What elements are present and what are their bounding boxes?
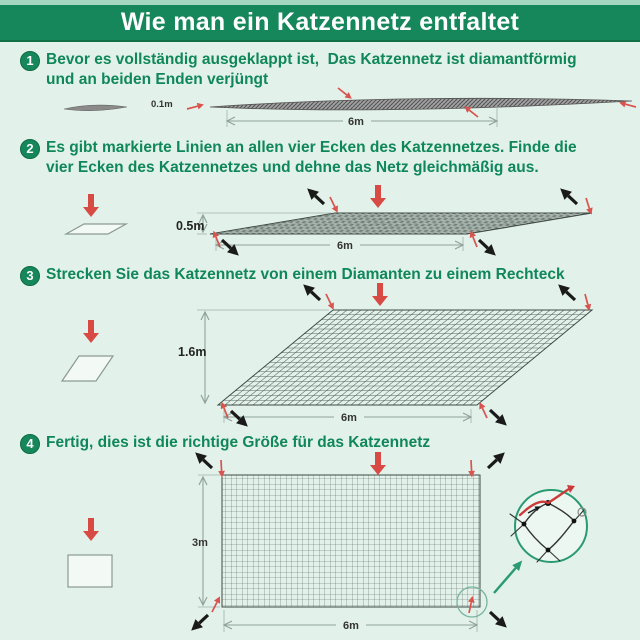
black-stretch-arrow [475, 236, 499, 260]
black-stretch-arrow [187, 611, 211, 635]
page-title: Wie man ein Katzennetz entfaltet [120, 8, 520, 36]
step3-number-badge: 3 [20, 266, 40, 286]
step4-height-label: 3m [192, 537, 208, 549]
red-corner-arrow [186, 101, 205, 112]
step2-width-label: 6m [337, 240, 353, 252]
step2-line2: vier Ecken des Katzennetzes und dehne das Netz gleichmäßig aus. [46, 159, 539, 176]
step4-diagram [68, 448, 587, 634]
step2-number-badge: 2 [20, 139, 40, 159]
black-stretch-arrow [303, 184, 327, 208]
step4-number-badge: 4 [20, 434, 40, 454]
folded-net-icon [64, 105, 127, 111]
step4-line1: Fertig, dies ist die richtige Größe für das Katzennetz [46, 434, 431, 451]
black-stretch-arrow [227, 407, 251, 431]
step2-net [210, 213, 592, 234]
green-zoom-arrow [491, 558, 526, 596]
step2-line1: Es gibt markierte Linien an allen vier Ecken des Katzennetzes. Finde die [46, 139, 577, 156]
red-press-arrow [372, 283, 388, 306]
step3-diagram [62, 280, 593, 430]
step3-net [218, 310, 592, 405]
step4-net [222, 475, 480, 607]
red-down-arrow-icon [83, 320, 99, 343]
step3-width-label: 6m [341, 412, 357, 424]
red-corner-arrow [582, 293, 593, 312]
knot-detail-magnifier [510, 485, 587, 562]
step4-width-label: 6m [343, 620, 359, 632]
rectangle-icon [68, 555, 112, 587]
step2-diagram [66, 184, 595, 259]
red-corner-arrow [323, 293, 337, 312]
step1-net [210, 98, 632, 110]
black-stretch-arrow [486, 406, 510, 430]
red-down-arrow-icon [83, 518, 99, 541]
step3-text [46, 265, 631, 285]
step1-line2: und an beiden Enden verjüngt [46, 71, 269, 88]
step1-line1: Bevor es vollständig ausgeklappt ist, Das Katzennetz ist diamantförmig [46, 51, 577, 68]
step1-diagram [64, 85, 637, 128]
black-stretch-arrow [556, 184, 580, 208]
red-corner-arrow [209, 595, 223, 614]
step1-number-badge: 1 [20, 51, 40, 71]
step4-text [46, 433, 631, 453]
flat-diamond-icon [66, 224, 126, 234]
step1-height-label: 0.1m [151, 99, 173, 110]
red-down-arrow-icon [83, 194, 99, 217]
step1-width-label: 6m [348, 116, 364, 128]
red-press-arrow [370, 185, 386, 208]
red-press-arrow [370, 452, 386, 475]
red-corner-arrow [327, 196, 341, 215]
step3-height-label: 1.6m [178, 345, 207, 359]
step3-line1: Strecken Sie das Katzennetz von einem Diamanten zu einem Rechteck [46, 266, 565, 283]
step1-text [46, 50, 631, 90]
diamond-icon [62, 356, 113, 381]
black-stretch-arrow [486, 608, 510, 632]
step2-height-label: 0.5m [176, 219, 205, 233]
step2-text [46, 138, 631, 178]
black-stretch-arrow [218, 236, 242, 260]
